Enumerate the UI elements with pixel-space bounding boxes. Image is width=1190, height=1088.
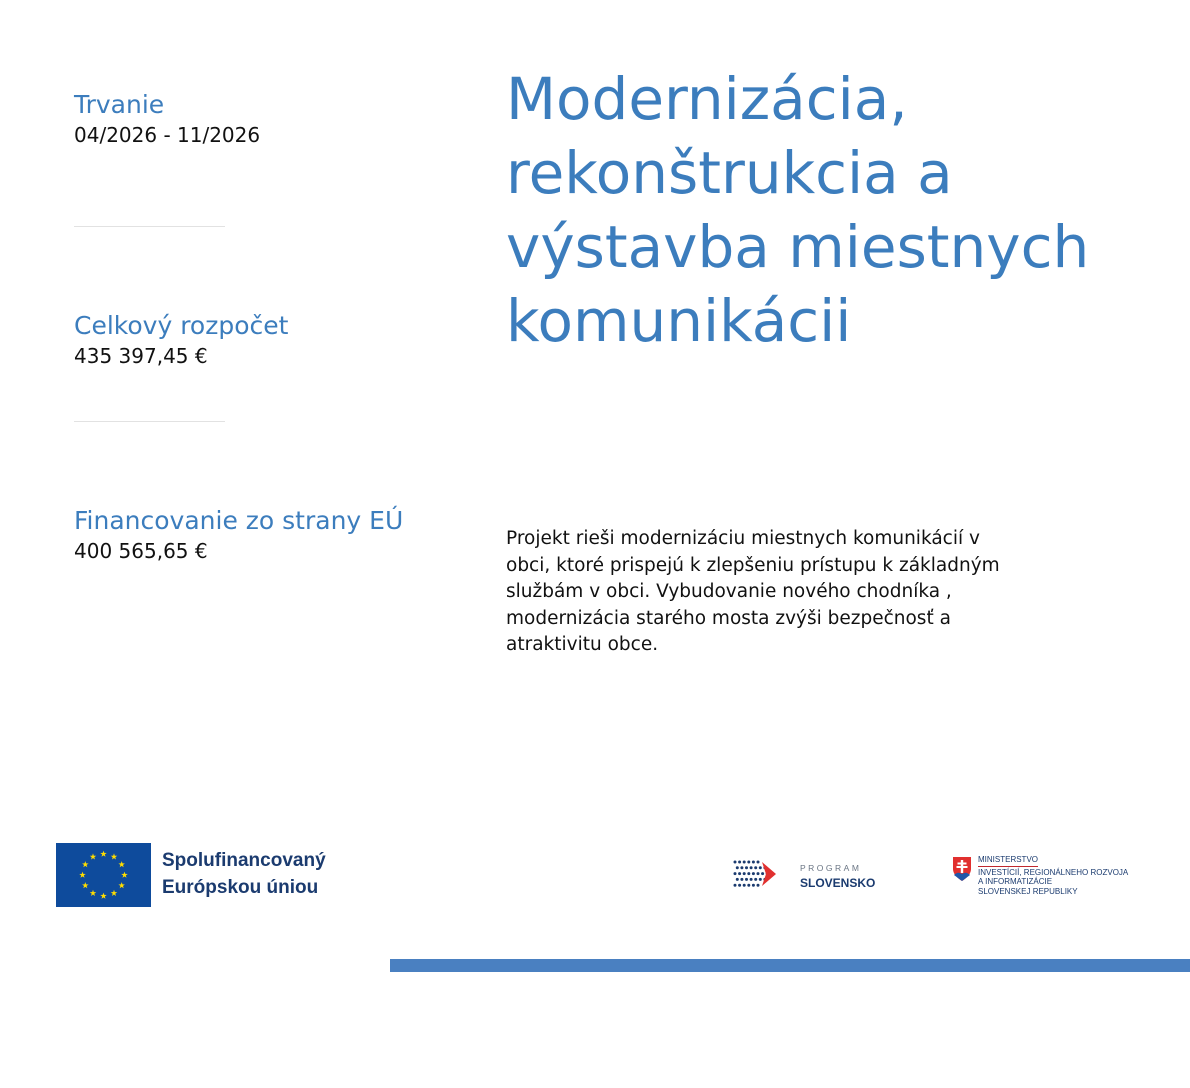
duration-value: 04/2026 - 11/2026 [74,123,261,147]
description-line: službám v obci. Vybudovanie nového chodníka , [506,581,952,602]
eu-text-line: Európskou úniou [162,877,319,898]
description-line: atraktivitu obce. [506,634,659,655]
eu-flag-icon [56,843,151,907]
title-line: rekonštrukcia a [506,139,953,207]
page-title [506,62,1146,358]
budget-label: Celkový rozpočet [74,311,289,340]
ministry-line: A INFORMATIZÁCIE [978,877,1053,886]
ministry-line: MINISTERSTVO [978,855,1038,867]
budget-value: 435 397,45 € [74,344,208,368]
program-slovensko-text [800,862,875,889]
slovensko-label: SLOVENSKO [800,876,876,890]
description-line: modernizácia starého mosta zvýši bezpečnosť a [506,607,951,629]
description-line: obci, ktoré prispejú k zlepšeniu prístupu k základným [506,554,1000,576]
title-line: Modernizácia, [506,65,908,133]
duration-label: Trvanie [74,90,165,119]
eu-text-line: Spolufinancovaný [162,850,326,871]
ministry-text [978,855,1128,896]
divider [74,421,225,422]
eu-funding-label: Financovanie zo strany EÚ [74,506,404,535]
program-slovensko-icon [732,858,778,890]
eu-funding-value: 400 565,65 € [74,539,208,563]
ministry-line: INVESTÍCIÍ, REGIONÁLNEHO ROZVOJA [978,867,1129,877]
divider [74,226,225,227]
title-line: výstavba miestnych [506,213,1090,281]
ministry-line: SLOVENSKEJ REPUBLIKY [978,886,1078,896]
description-line: Projekt rieši modernizáciu miestnych komunikácií v [506,528,980,549]
project-description [506,526,1086,659]
title-line: komunikácii [506,287,852,355]
bottom-accent-bar [390,959,1190,972]
program-label: PROGRAM [800,863,862,873]
eu-cofunded-text [162,847,326,901]
slovak-coat-of-arms-icon [952,856,972,882]
eu-stars-icon [56,843,151,907]
